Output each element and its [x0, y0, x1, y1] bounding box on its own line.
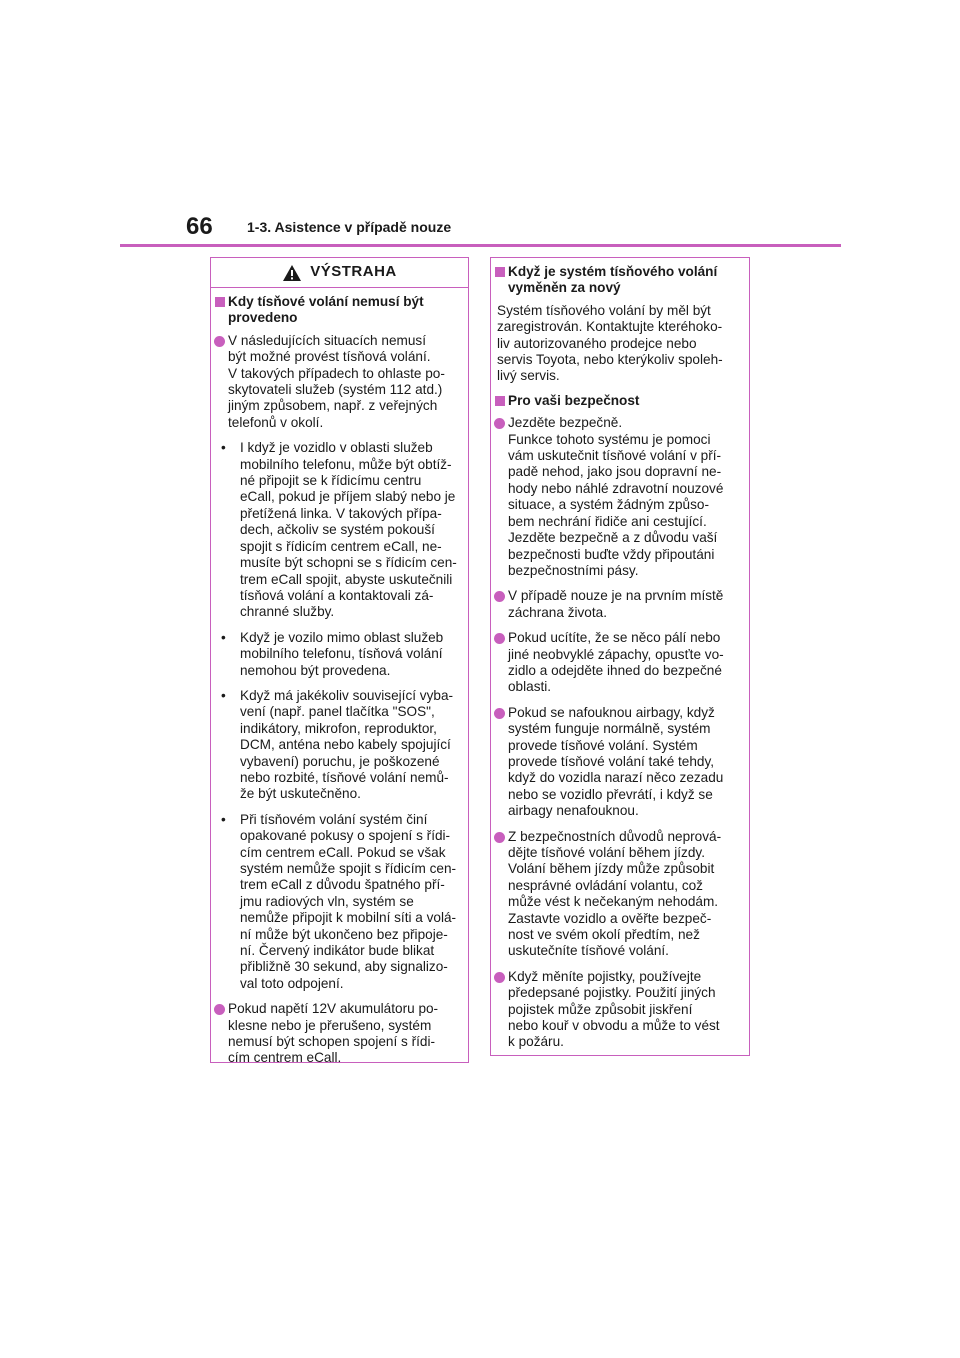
- safety-item: [491, 588, 749, 621]
- text-line: uskutečníte tísňové volání.: [508, 943, 669, 959]
- item-text: [228, 333, 460, 431]
- text-line: Jezděte bezpečně.: [508, 415, 623, 431]
- text-line: Pro vaši bezpečnost: [508, 392, 640, 408]
- text-line: pojistek může způsobit jiskření: [508, 1001, 693, 1017]
- text-line: né připojit se k řídicímu centru: [240, 473, 422, 489]
- text-line: musíte být schopni se s řídicím cen-: [240, 555, 457, 571]
- text-line: Zastavte vozidlo a ověřte bezpeč-: [508, 910, 712, 926]
- safety-item: [491, 415, 749, 579]
- text-line: chranné služby.: [240, 604, 335, 620]
- item-text: [240, 812, 460, 992]
- replacement-heading: [491, 264, 749, 297]
- text-line: tísňová volání a kontaktovali zá-: [240, 587, 434, 603]
- text-line: padě nehod, jako jsou dopravní ne-: [508, 464, 722, 480]
- text-line: přibližně 30 sekund, aby signalizo-: [240, 959, 448, 975]
- warning-bullet-item: [211, 688, 468, 803]
- text-line: Když měníte pojistky, používejte: [508, 968, 702, 984]
- text-line: může vést k nečekaným nehodám.: [508, 894, 719, 910]
- warning-box: [210, 257, 469, 1066]
- text-line: Volání během jízdy může způsobit: [508, 861, 715, 877]
- text-line: V takových případech to ohlaste po-: [228, 365, 445, 381]
- circle-bullet-icon: [494, 972, 505, 983]
- text-line: jiným způsobem, např. z veřejných: [228, 398, 438, 414]
- text-line: Pokud se nafouknou airbagy, když: [508, 704, 715, 720]
- text-line: být možné provést tísňová volání.: [228, 349, 431, 365]
- warning-bullet-item: [211, 812, 468, 992]
- warning-title: VÝSTRAHA: [310, 263, 397, 281]
- text-line: Pokud napětí 12V akumulátoru po-: [228, 1001, 439, 1017]
- item-text: [508, 829, 741, 960]
- text-line: nemohou být provedena.: [240, 662, 391, 678]
- text-line: airbagy nenafouknou.: [508, 803, 639, 819]
- text-line: indikátory, mikrofon, reproduktor,: [240, 720, 437, 736]
- text-line: DCM, anténa nebo kabely spojující: [240, 737, 451, 753]
- text-line: eCall, pokud je příjem slabý nebo je: [240, 489, 456, 505]
- text-line: když do vozidla narazí něco zezadu: [508, 770, 724, 786]
- text-line: nebo rozbité, tísňové volání nemů-: [240, 769, 449, 785]
- text-line: V následujících situacích nemusí: [228, 332, 426, 348]
- dot-bullet-icon: •: [221, 440, 226, 456]
- text-line: Kdy tísňové volání nemusí být: [228, 294, 424, 309]
- text-line: nesprávné ovládání volantu, což: [508, 877, 703, 893]
- warning-bullet-item: [211, 630, 468, 679]
- text-line: skytovateli služeb (systém 112 atd.): [228, 382, 443, 398]
- safety-item: [491, 829, 749, 960]
- item-text: [508, 588, 741, 621]
- text-line: liv autorizovaného prodejce nebo: [497, 335, 697, 351]
- text-line: mobilního telefonu, může být obtíž-: [240, 456, 452, 472]
- text-line: klesne nebo je přerušeno, systém: [228, 1017, 432, 1033]
- item-text: [508, 630, 741, 696]
- square-bullet-icon: [495, 267, 505, 277]
- text-line: že být uskutečněno.: [240, 786, 361, 802]
- text-line: ní. Červený indikátor bude blikat: [240, 943, 435, 959]
- text-line: I když je vozidlo v oblasti služeb: [240, 440, 433, 456]
- item-text: [508, 705, 741, 820]
- dot-bullet-icon: •: [221, 687, 226, 703]
- text-line: V případě nouze je na prvním místě: [508, 588, 724, 604]
- text-line: situace, a systém žádným způso-: [508, 497, 709, 513]
- text-line: předepsané pojistky. Použití jiných: [508, 985, 716, 1001]
- text-line: oblasti.: [508, 679, 552, 695]
- text-line: Jezděte bezpečně a z důvodu vaší: [508, 530, 718, 546]
- text-line: spojit s řídicím centrem eCall, ne-: [240, 538, 442, 554]
- warning-header: [211, 258, 468, 288]
- text-line: Funkce tohoto systému je pomoci: [508, 431, 711, 447]
- warning-heading: [211, 294, 468, 327]
- text-line: ní může být ukončeno bez připoje-: [240, 926, 448, 942]
- header-rule: [120, 244, 841, 247]
- text-line: cím centrem eCall.: [228, 1050, 342, 1066]
- safety-items: [491, 415, 749, 1051]
- text-line: Když je systém tísňového volání: [508, 264, 718, 279]
- text-line: systém nemůže spojit s řídicím cen-: [240, 861, 457, 876]
- text-line: nost ve svém okolí předtím, než: [508, 927, 700, 943]
- text-line: mobilního telefonu, tísňová volání: [240, 646, 443, 662]
- text-line: servis Toyota, nebo kterýkoliv spoleh-: [497, 352, 723, 368]
- text-line: cím centrem eCall. Pokud se však: [240, 844, 446, 860]
- dot-bullet-icon: •: [221, 629, 226, 645]
- text-line: nebo kouř v obvodu a může to vést: [508, 1018, 720, 1034]
- circle-bullet-icon: [214, 1004, 225, 1015]
- text-line: provede tísňové volání. Systém: [508, 737, 698, 753]
- text-line: zidlo a odejděte ihned do bezpečné: [508, 662, 722, 678]
- text-line: jiné neobvyklé zápachy, opusťte vo-: [508, 646, 724, 662]
- text-line: nebo se vozidlo převrátí, i když se: [508, 786, 713, 802]
- safety-item: [491, 969, 749, 1051]
- warning-circle-item: [211, 1001, 468, 1067]
- text-line: nemůže připojit k mobilní síti a volá-: [240, 910, 457, 926]
- text-line: systém funguje normálně, systém: [508, 721, 711, 737]
- text-line: Pokud ucítíte, že se něco pálí nebo: [508, 630, 721, 646]
- safety-heading: [491, 393, 749, 409]
- text-line: vyměněn za nový: [508, 280, 621, 296]
- circle-bullet-icon: [214, 336, 225, 347]
- text-line: zaregistrován. Kontaktujte kteréhoko-: [497, 319, 723, 335]
- text-line: livý servis.: [497, 368, 560, 384]
- text-line: bem nechrání řidiče ani cestující.: [508, 513, 707, 529]
- page-number: 66: [186, 213, 213, 240]
- text-line: vybavení) poruchu, je poškozené: [240, 753, 440, 769]
- circle-bullet-icon: [494, 708, 505, 719]
- safety-box: [490, 257, 750, 1056]
- square-bullet-icon: [215, 297, 225, 307]
- text-line: záchrana života.: [508, 604, 607, 620]
- item-text: [240, 440, 460, 620]
- text-line: k požáru.: [508, 1034, 564, 1050]
- section-title: 1-3. Asistence v případě nouze: [247, 219, 452, 235]
- text-line: Při tísňovém volání systém činí: [240, 811, 428, 827]
- item-text: [228, 1001, 460, 1067]
- text-line: telefonů v okolí.: [228, 414, 324, 430]
- text-line: vení (např. panel tlačítka "SOS",: [240, 704, 435, 720]
- text-line: provedeno: [228, 310, 298, 326]
- text-line: vám uskutečnit tísňové volání v pří-: [508, 448, 722, 464]
- circle-bullet-icon: [494, 591, 505, 602]
- warning-triangle-icon: [282, 264, 302, 282]
- text-line: Když je vozilo mimo oblast služeb: [240, 629, 444, 645]
- text-line: hody nebo náhlé zdravotní nouzové: [508, 480, 724, 496]
- warning-circle-item: [211, 333, 468, 431]
- circle-bullet-icon: [494, 633, 505, 644]
- text-line: bezpečnosti buďte vždy připoutáni: [508, 546, 715, 562]
- text-line: provede tísňové volání také tehdy,: [508, 753, 715, 769]
- item-text: [508, 969, 741, 1051]
- item-text: [508, 415, 741, 579]
- text-line: bezpečnostními pásy.: [508, 562, 639, 578]
- warning-bullet-item: [211, 440, 468, 620]
- text-line: jmu radiových vln, systém se: [240, 893, 414, 909]
- square-bullet-icon: [495, 396, 505, 406]
- circle-bullet-icon: [494, 832, 505, 843]
- warning-items: [211, 333, 468, 1067]
- text-line: dech, ačkoliv se systém pokouší: [240, 522, 435, 538]
- text-line: opakované pokusy o spojení s řídi-: [240, 828, 451, 844]
- safety-item: [491, 705, 749, 820]
- text-line: trem eCall z důvodu špatného pří-: [240, 877, 445, 893]
- text-line: přetížená linka. V takových přípa-: [240, 505, 442, 521]
- text-line: Když má jakékoliv související vyba-: [240, 687, 454, 703]
- text-line: nemusí být schopen spojení s řídi-: [228, 1034, 436, 1050]
- text-line: Systém tísňového volání by měl být: [497, 302, 711, 318]
- text-line: trem eCall spojit, abyste uskutečnili: [240, 571, 453, 587]
- circle-bullet-icon: [494, 418, 505, 429]
- replacement-text: [491, 303, 749, 385]
- text-line: val toto odpojení.: [240, 975, 344, 991]
- dot-bullet-icon: •: [221, 811, 226, 827]
- text-line: dějte tísňové volání během jízdy.: [508, 845, 705, 860]
- text-line: Z bezpečnostních důvodů neprová-: [508, 828, 722, 844]
- safety-item: [491, 630, 749, 696]
- item-text: [240, 688, 460, 803]
- item-text: [240, 630, 460, 679]
